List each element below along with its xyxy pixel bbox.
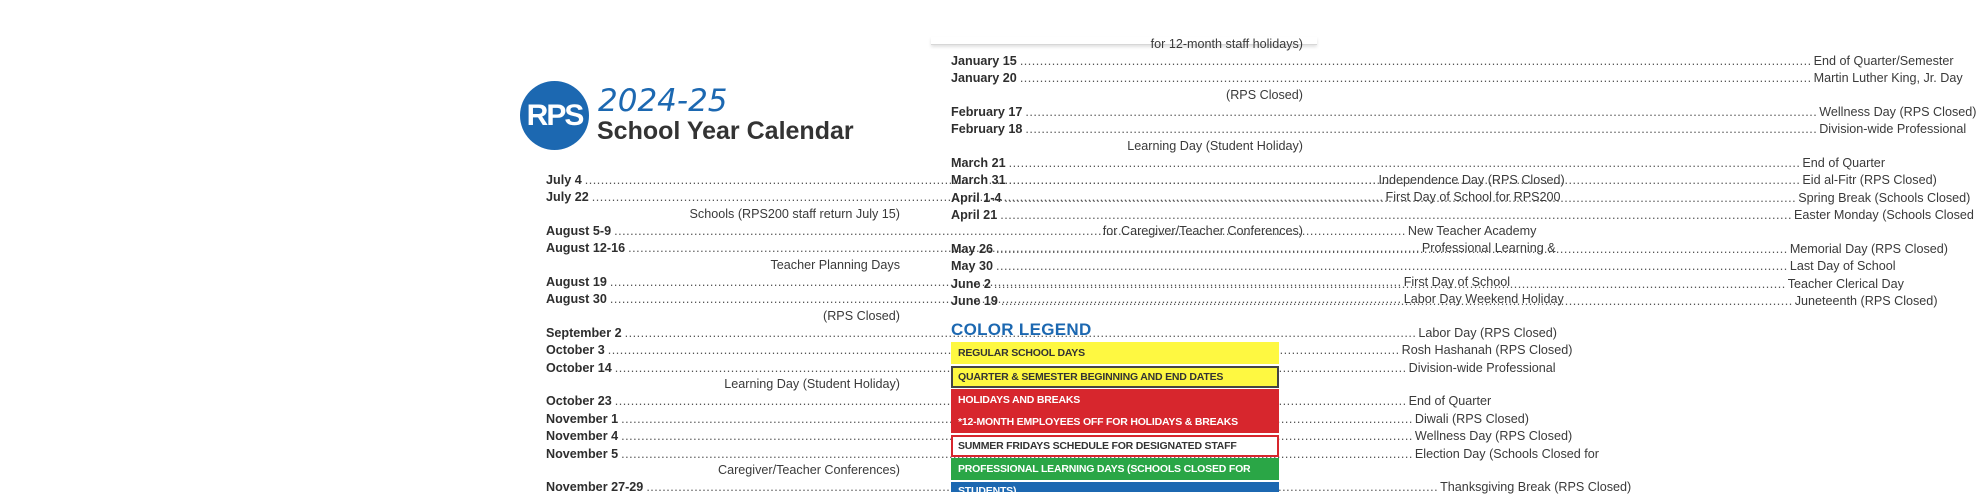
event-description: Easter Monday (Schools Closed <box>1794 208 1974 223</box>
event-description: Division-wide Professional <box>1819 122 1967 137</box>
event-date: November 1 <box>546 411 619 426</box>
event-description: Wellness Day (RPS Closed) <box>1819 104 1976 119</box>
event-description: Labor Day (RPS Closed) <box>1418 325 1557 340</box>
dot-leader <box>996 241 1788 257</box>
event-description: First Day of School <box>1403 274 1511 289</box>
event-description: First Day of School for RPS200 <box>1385 190 1561 205</box>
event-description: Martin Luther King, Jr. Day <box>1813 71 1963 86</box>
event-description: New Teacher Academy <box>1407 223 1537 238</box>
dot-leader <box>1009 155 1801 171</box>
event-line <box>546 479 1632 495</box>
event-date: July 22 <box>546 190 589 205</box>
event-description: Division-wide Professional <box>1408 360 1556 375</box>
dot-leader <box>1000 207 1792 223</box>
event-line <box>546 428 1573 444</box>
calendar-event <box>546 446 1599 478</box>
event-date: June 2 <box>951 276 991 291</box>
event-description: Memorial Day (RPS Closed) <box>1789 241 1948 256</box>
event-description: End of Quarter/Semester <box>1813 54 1954 68</box>
event-line <box>951 53 1954 69</box>
legend-professional-learning: PROFESSIONAL LEARNING DAYS (SCHOOLS CLOSED FOR STUDENTS) <box>951 458 1279 480</box>
event-date: February 17 <box>951 104 1023 119</box>
event-date: November 27-29 <box>546 480 644 495</box>
event-description: Thanksgiving Break (RPS Closed) <box>1440 480 1632 495</box>
event-date: March 31 <box>951 173 1006 188</box>
event-line <box>951 155 1886 171</box>
event-date: April 1-4 <box>951 190 1002 205</box>
event-description: Professional Learning & <box>1421 241 1556 256</box>
legend-holidays: HOLIDAYS AND BREAKS <box>951 389 1279 411</box>
event-description: Diwali (RPS Closed) <box>1414 411 1529 426</box>
event-description-continued: Caregiver/Teacher Conferences) <box>718 462 900 477</box>
dot-leader <box>1020 53 1812 69</box>
cut-off-text: for 12-month staff holidays) <box>1150 37 1303 51</box>
event-date: August 19 <box>546 274 607 289</box>
dot-leader <box>994 276 1786 292</box>
dot-leader <box>1009 172 1801 188</box>
event-line <box>951 104 1976 120</box>
calendar-event <box>546 428 1573 444</box>
event-description: End of Quarter <box>1408 394 1492 409</box>
event-date: October 23 <box>546 394 612 409</box>
event-description-continued: Learning Day (Student Holiday) <box>724 376 900 391</box>
calendar-event <box>951 70 1963 102</box>
event-description: Independence Day (RPS Closed) <box>1378 173 1565 187</box>
calendar-event <box>546 479 1632 495</box>
event-date: November 5 <box>546 446 619 461</box>
calendar-event <box>951 53 1954 69</box>
event-description-continued: (RPS Closed) <box>1226 87 1303 102</box>
event-description-continued: Schools (RPS200 staff return July 15) <box>689 206 900 221</box>
event-description: Rosh Hashanah (RPS Closed) <box>1401 343 1573 358</box>
event-date: August 30 <box>546 292 607 307</box>
rps-logo <box>520 81 589 150</box>
event-line <box>951 207 1974 223</box>
calendar-event <box>951 155 1886 171</box>
event-date: January 15 <box>951 54 1017 68</box>
event-description-continued: Teacher Planning Days <box>770 257 900 272</box>
event-description: Spring Break (Schools Closed) <box>1798 190 1971 205</box>
event-description: Teacher Clerical Day <box>1787 276 1904 291</box>
event-date: August 5-9 <box>546 223 612 238</box>
page-title: School Year Calendar <box>597 117 854 145</box>
event-line <box>951 121 1967 137</box>
event-date: July 4 <box>546 173 582 187</box>
event-date: May 26 <box>951 241 994 256</box>
calendar-event <box>951 258 1896 274</box>
dot-leader <box>996 258 1788 274</box>
event-description: Labor Day Weekend Holiday <box>1403 292 1564 307</box>
event-date: April 21 <box>951 208 998 223</box>
event-description: Juneteenth (RPS Closed) <box>1794 293 1938 308</box>
event-date: August 12-16 <box>546 241 626 256</box>
legend-quarter-dates: QUARTER & SEMESTER BEGINNING AND END DATES <box>951 366 1279 388</box>
dot-leader <box>1020 70 1812 86</box>
legend-summer-fridays: SUMMER FRIDAYS SCHEDULE FOR DESIGNATED STAFF <box>951 435 1279 457</box>
legend-12-month-off: *12-MONTH EMPLOYEES OFF FOR HOLIDAYS & BREAKS <box>951 411 1279 433</box>
event-description-continued: Learning Day (Student Holiday) <box>1127 138 1303 153</box>
dot-leader <box>1025 104 1817 120</box>
event-description: Last Day of School <box>1789 259 1896 274</box>
school-year: 2024-25 <box>598 83 728 119</box>
event-date: February 18 <box>951 122 1023 137</box>
dot-leader <box>1004 190 1796 206</box>
legend-regular-days: REGULAR SCHOOL DAYS <box>951 342 1279 364</box>
event-description: End of Quarter <box>1802 155 1886 170</box>
event-line <box>951 258 1896 274</box>
calendar-event <box>951 104 1976 120</box>
calendar-event <box>951 121 1967 153</box>
event-date: January 20 <box>951 71 1017 86</box>
event-description-continued: (RPS Closed) <box>823 308 900 323</box>
event-date: October 3 <box>546 343 605 358</box>
event-description: Wellness Day (RPS Closed) <box>1414 429 1573 444</box>
event-date: June 19 <box>951 293 998 308</box>
event-date: May 30 <box>951 259 994 274</box>
event-line <box>546 360 1556 376</box>
dot-leader <box>1001 293 1793 309</box>
event-description-continued: for Caregiver/Teacher Conferences) <box>1102 224 1303 239</box>
dot-leader <box>1025 121 1817 137</box>
event-line <box>546 446 1599 462</box>
event-date: March 21 <box>951 155 1006 170</box>
event-description: Eid al-Fitr (RPS Closed) <box>1802 173 1937 188</box>
logo-text: RPS <box>526 98 583 132</box>
color-legend <box>951 342 1279 497</box>
event-line <box>951 70 1963 86</box>
event-date: October 14 <box>546 360 612 375</box>
event-date: November 4 <box>546 429 619 444</box>
event-description: Election Day (Schools Closed for <box>1414 446 1599 461</box>
legend-title: COLOR LEGEND <box>951 320 1092 339</box>
event-date: September 2 <box>546 325 622 340</box>
